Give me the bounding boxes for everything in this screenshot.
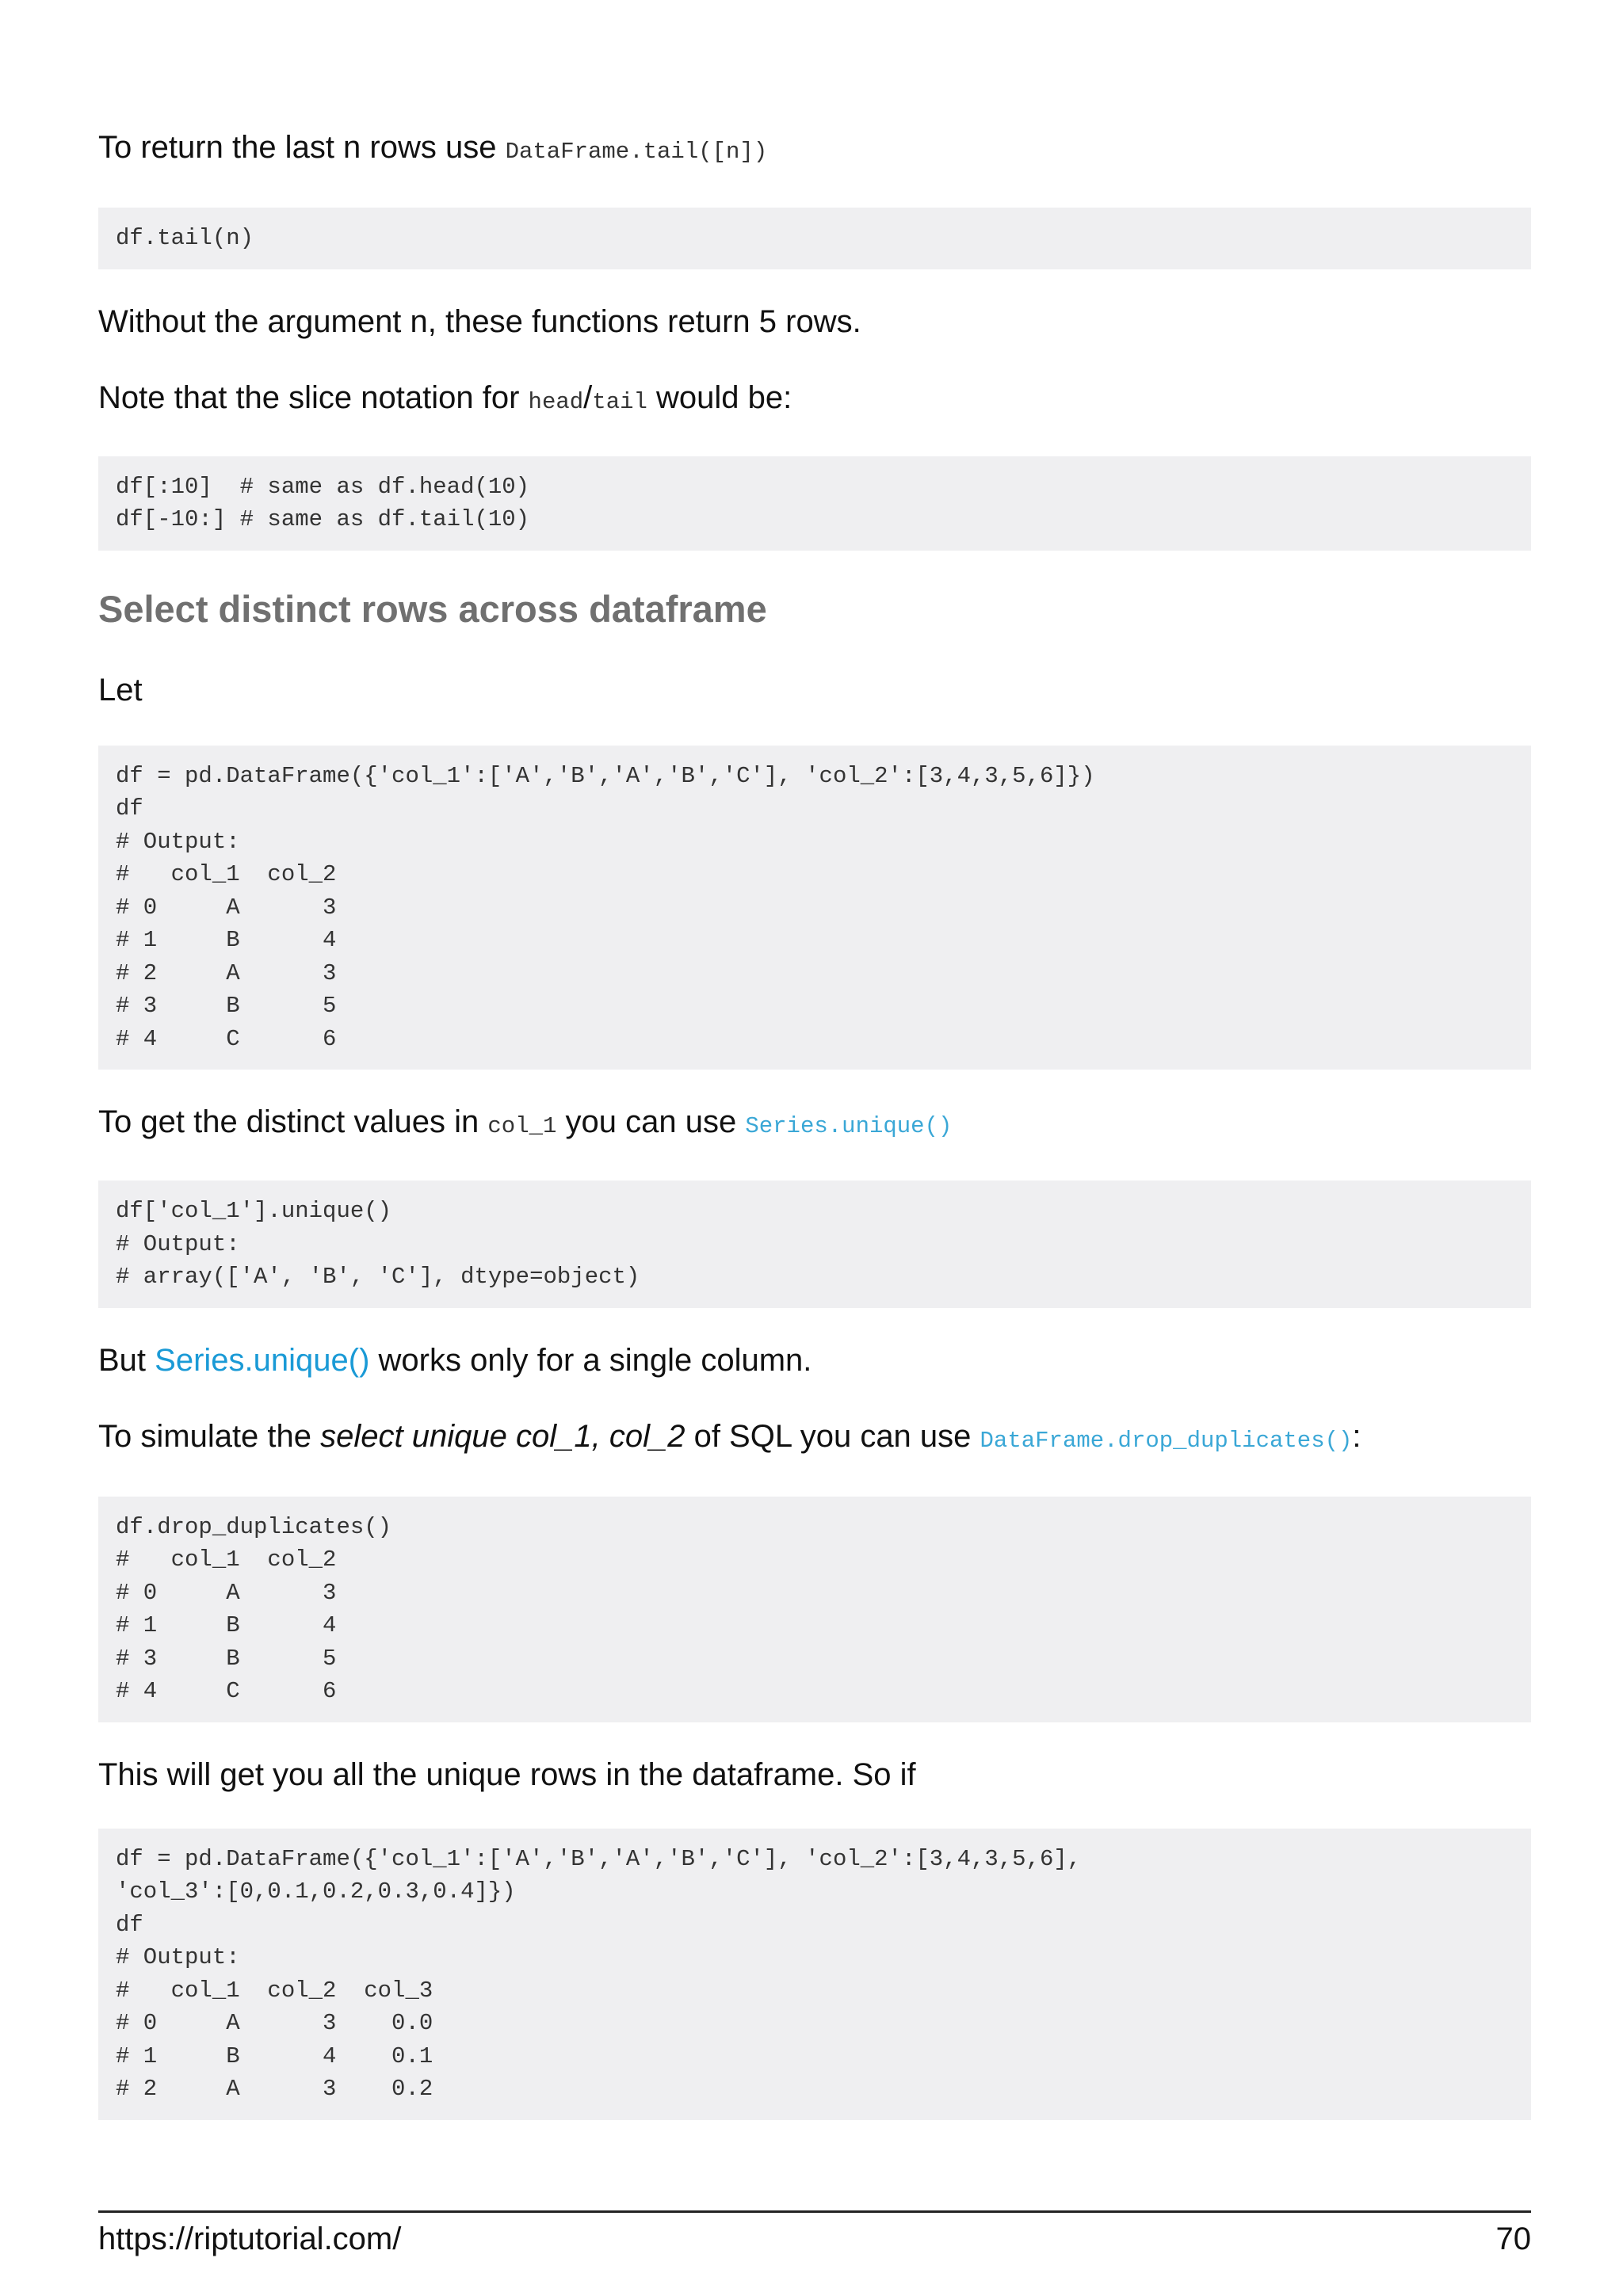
series-unique-link[interactable]: Series.unique() <box>155 1342 370 1378</box>
without-arg-paragraph: Without the argument n, these functions return 5 rows. <box>98 303 861 339</box>
footer-url[interactable]: https://riptutorial.com/ <box>98 2222 402 2256</box>
let-paragraph: Let <box>98 672 143 707</box>
slice-text-before: Note that the slice notation for <box>98 379 529 415</box>
but-paragraph <box>98 1340 1531 1381</box>
tail-inline-code-2: tail <box>592 388 647 415</box>
series-unique-code-link[interactable]: Series.unique() <box>745 1113 953 1139</box>
drop-duplicates-code-block: df.drop_duplicates() # col_1 col_2 # 0 A 3 # 1 B 4 # 3 B 5 # 4 C 6 <box>98 1497 1531 1722</box>
but-text-before: But <box>98 1342 155 1378</box>
tail-paragraph <box>98 127 1531 173</box>
slice-code-block: df[:10] # same as df.head(10) df[-10:] # same as df.tail(10) <box>98 456 1531 551</box>
slice-separator: / <box>583 379 593 415</box>
tail-inline-code: DataFrame.tail([n]) <box>505 139 768 165</box>
footer-divider <box>98 2210 1531 2213</box>
tail-code-block: df.tail(n) <box>98 208 1531 269</box>
simulate-text-after: : <box>1352 1418 1361 1454</box>
document-content <box>98 127 1531 2120</box>
slice-paragraph <box>98 377 1531 423</box>
slice-text-after: would be: <box>647 379 792 415</box>
head-inline-code: head <box>528 388 584 415</box>
simulate-text-mid: of SQL you can use <box>685 1418 980 1454</box>
section-heading: Select distinct rows across dataframe <box>98 587 767 630</box>
simulate-paragraph <box>98 1416 1531 1462</box>
unique-code-block: df['col_1'].unique() # Output: # array(['A', 'B', 'C'], dtype=object) <box>98 1180 1531 1308</box>
distinct-text-before: To get the distinct values in <box>98 1104 488 1139</box>
but-text-after: works only for a single column. <box>369 1342 812 1378</box>
dataframe-code-block: df = pd.DataFrame({'col_1':['A','B','A','B','C'], 'col_2':[3,4,3,5,6]}) df # Output: # col_1 col_2 # 0 A 3 # 1 B 4 # 2 A 3 # 3 B 5 # 4 C 6 <box>98 746 1531 1070</box>
unique-rows-paragraph: This will get you all the unique rows in the dataframe. So if <box>98 1756 916 1792</box>
tail-text: To return the last n rows use <box>98 130 506 165</box>
drop-duplicates-code-link[interactable]: DataFrame.drop_duplicates() <box>980 1427 1353 1454</box>
simulate-text-before: To simulate the <box>98 1418 321 1454</box>
page-number: 70 <box>1495 2222 1531 2256</box>
dataframe3-code-block: df = pd.DataFrame({'col_1':['A','B','A','B','C'], 'col_2':[3,4,3,5,6], 'col_3':[0,0.1,0.2,0.3,0.4]}) df # Output: # col_1 col_2 col_3 # 0 A 3 0.0 # 1 B 4 0.1 # 2 A 3 0.2 <box>98 1829 1531 2120</box>
distinct-paragraph <box>98 1101 1531 1147</box>
col1-inline-code: col_1 <box>487 1113 557 1139</box>
distinct-text-mid: you can use <box>556 1104 746 1139</box>
simulate-italic: select unique col_1, col_2 <box>320 1418 685 1454</box>
